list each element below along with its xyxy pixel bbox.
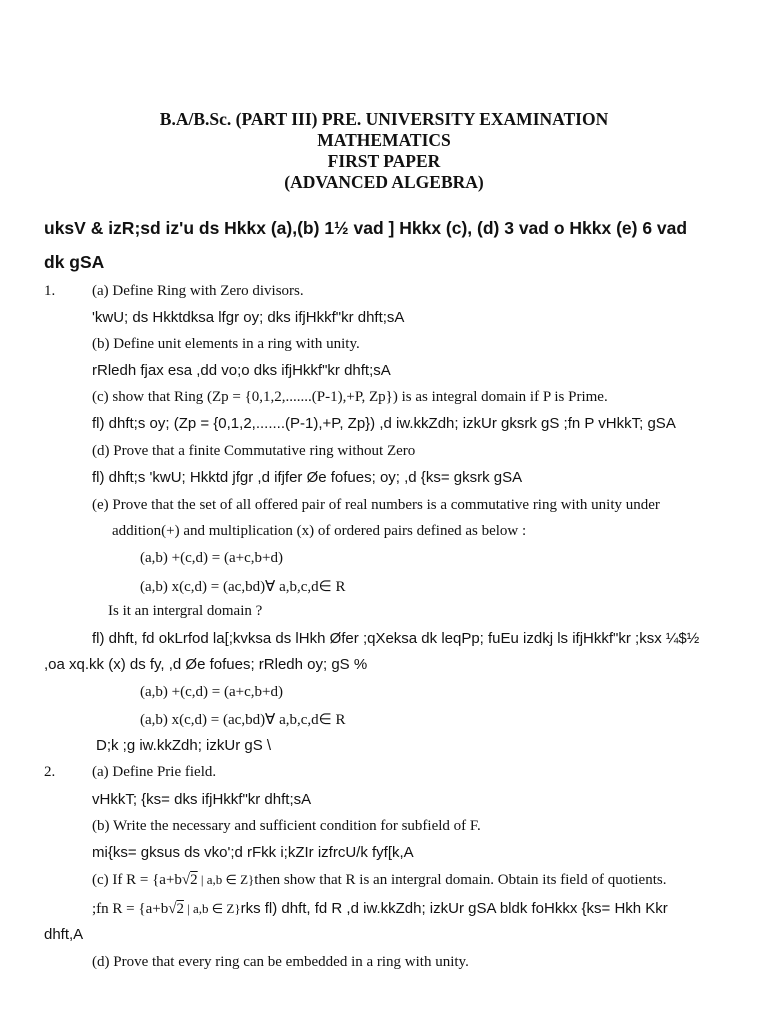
- question-number-1: 1.: [44, 283, 56, 299]
- q1e-hindi-question: D;k ;g iw.kkZdh; izkUr gS \: [96, 737, 272, 754]
- q2c-english-suffix: then show that R is an intergral domain. Obtain its field of quotients.: [254, 872, 667, 888]
- q1e-english-line-1: (e) Prove that the set of all offered pair of real numbers is a commutative ring with unity under: [92, 497, 660, 513]
- sqrt-radicand: 2: [190, 872, 198, 888]
- q1e-hindi-equation-addition: (a,b) +(c,d) = (a+c,b+d): [140, 684, 283, 700]
- q2d-english: (d) Prove that every ring can be embedded in a ring with unity.: [92, 954, 469, 970]
- q1a-english: (a) Define Ring with Zero divisors.: [92, 283, 304, 299]
- q2c-english: [92, 872, 666, 889]
- sqrt-radicand-hindi: 2: [176, 901, 184, 917]
- q2c-hindi-set: | a,b ∈ Z}: [183, 901, 241, 916]
- instructions-line-2: dk gSA: [44, 252, 105, 272]
- q2c-hindi-line-2: dhft,A: [44, 926, 84, 943]
- question-number-2: 2.: [44, 764, 56, 780]
- q1e-equation-multiplication: (a,b) x(c,d) = (ac,bd)∀ a,b,c,d∈ R: [140, 579, 346, 595]
- q2a-english: (a) Define Prie field.: [92, 764, 217, 780]
- q1d-hindi: fl) dhft;s 'kwU; Hkktd jfgr ,d ifjfer Øe fofues; oy; ,d {ks= gksrk gSA: [92, 469, 523, 486]
- q1c-hindi: fl) dhft;s oy; (Zp = {0,1,2,.......(P-1),+P, Zp}) ,d iw.kkZdh; izkUr gksrk gS ;fn P vHkkT; gSA: [92, 415, 676, 432]
- q1e-hindi-line-2: ,oa xq.kk (x) ds fy, ,d Øe fofues; rRledh oy; gS %: [44, 656, 368, 673]
- subject-title: MATHEMATICS: [317, 130, 451, 150]
- q2c-english-prefix: (c) If R = {a+b: [92, 872, 182, 888]
- q2c-hindi: [92, 900, 668, 918]
- q1b-hindi: rRledh fjax esa ,dd vo;o dks ifjHkkf"kr dhft;sA: [92, 362, 391, 379]
- paper-title: FIRST PAPER: [327, 151, 441, 171]
- q1b-english: (b) Define unit elements in a ring with unity.: [92, 336, 360, 352]
- q1e-hindi-line-1: fl) dhft, fd okLrfod la[;kvksa ds lHkh Øfer ;qXeksa dk leqPp; fuEu izdkj ls ifjHkkf"kr ;ksx ¼$½: [92, 630, 700, 647]
- q1c-english: (c) show that Ring (Zp = {0,1,2,.......(P-1),+P, Zp}) is as integral domain if P is Prime.: [92, 389, 608, 405]
- q2b-hindi: mi{ks= gksus ds vko';d rFkk i;kZIr izfrcU/k fyf[k,A: [92, 844, 414, 861]
- q2c-hindi-prefix: ;fn R = {a+b: [92, 901, 169, 917]
- q2c-english-set: | a,b ∈ Z}: [197, 872, 255, 887]
- q2a-hindi: vHkkT; {ks= dks ifjHkkf"kr dhft;sA: [92, 791, 312, 808]
- q1d-english: (d) Prove that a finite Commutative ring without Zero: [92, 443, 416, 459]
- q1e-hindi-equation-multiplication: (a,b) x(c,d) = (ac,bd)∀ a,b,c,d∈ R: [140, 712, 346, 728]
- q2c-hindi-suffix: rks fl) dhft, fd R ,d iw.kkZdh; izkUr gSA bldk foHkkx {ks= Hkh Kkr: [240, 900, 668, 917]
- q1e-english-line-2: addition(+) and multiplication (x) of ordered pairs defined as below :: [112, 523, 527, 539]
- exam-title: B.A/B.Sc. (PART III) PRE. UNIVERSITY EXAMINATION: [159, 109, 609, 129]
- sqrt-symbol: √: [181, 872, 191, 888]
- q1a-hindi: 'kwU; ds Hkktdksa lfgr oy; dks ifjHkkf"kr dhft;sA: [92, 309, 405, 326]
- q2b-english: (b) Write the necessary and sufficient condition for subfield of F.: [92, 818, 481, 834]
- q1e-question: Is it an intergral domain ?: [108, 603, 263, 619]
- q1e-equation-addition: (a,b) +(c,d) = (a+c,b+d): [140, 550, 283, 566]
- sqrt-symbol-hindi: √: [168, 901, 177, 917]
- instructions-line-1: uksV & izR;sd iz'u ds Hkkx (a),(b) 1½ vad ] Hkkx (c), (d) 3 vad o Hkkx (e) 6 vad: [44, 218, 688, 238]
- paper-subtitle: (ADVANCED ALGEBRA): [284, 172, 484, 192]
